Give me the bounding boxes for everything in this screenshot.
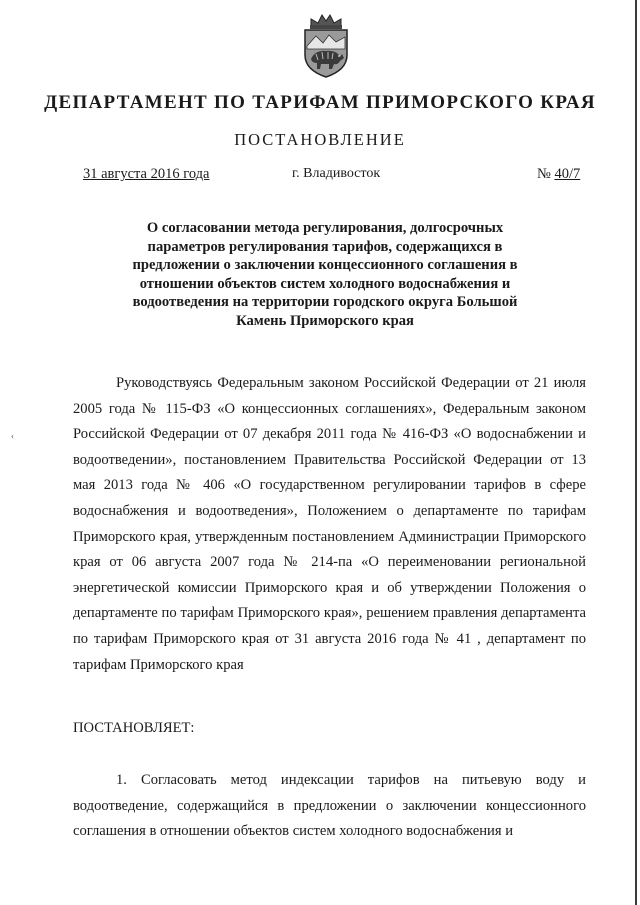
margin-mark: ‹ bbox=[11, 431, 14, 441]
preamble-paragraph: Руководствуясь Федеральным законом Российской Федерации от 21 июля 2005 года № 115-ФЗ «О концессионных соглашениях», Федеральным законом Российской Федерации от 07 декабря 2011 года № 416-ФЗ «О водоснабжении и водоотведении», постановлением Правительства Российской Федерации от 13 мая 2013 года № 406 «О государственном регулировании тарифов в сфере водоснабжения и водоотведения», Положением о департаменте по тарифам Приморского края, утвержденным постановлением Администрации Приморского края от 06 августа 2007 года № 214-па «О переименовании региональной энергетической комиссии Приморского края и об утверждении Положения о департаменте по тарифам Приморского края», решением правления департамента по тарифам Приморского края от 31 августа 2016 года № 41 , департамент по тарифам Приморского края bbox=[73, 375, 586, 673]
document-type: ПОСТАНОВЛЕНИЕ bbox=[234, 130, 406, 149]
document-number bbox=[537, 166, 580, 183]
document-number-prefix: № bbox=[537, 166, 555, 182]
decree-heading: ПОСТАНОВЛЯЕТ: bbox=[73, 720, 195, 736]
coat-of-arms-icon bbox=[297, 13, 355, 79]
document-subject: О согласовании метода регулирования, долгосрочных параметров регулирования тарифов, содержащихся в предложении о заключении концессионного соглашения в отношении объектов систем холодного водоснабжения и водоотведения на территории городского округа Большой Камень Приморского края bbox=[132, 220, 518, 329]
document-city: г. Владивосток bbox=[292, 166, 381, 181]
organization-title: ДЕПАРТАМЕНТ ПО ТАРИФАМ ПРИМОРСКОГО КРАЯ bbox=[44, 92, 596, 113]
document-number-value: 40/7 bbox=[554, 166, 581, 182]
document-date: 31 августа 2016 года bbox=[83, 166, 210, 182]
item-1-paragraph: 1. Согласовать метод индексации тарифов на питьевую воду и водоотведение, содержащийся в предложении о заключении концессионного соглашения в отношении объектов систем холодного водоснабжения и bbox=[73, 772, 586, 840]
